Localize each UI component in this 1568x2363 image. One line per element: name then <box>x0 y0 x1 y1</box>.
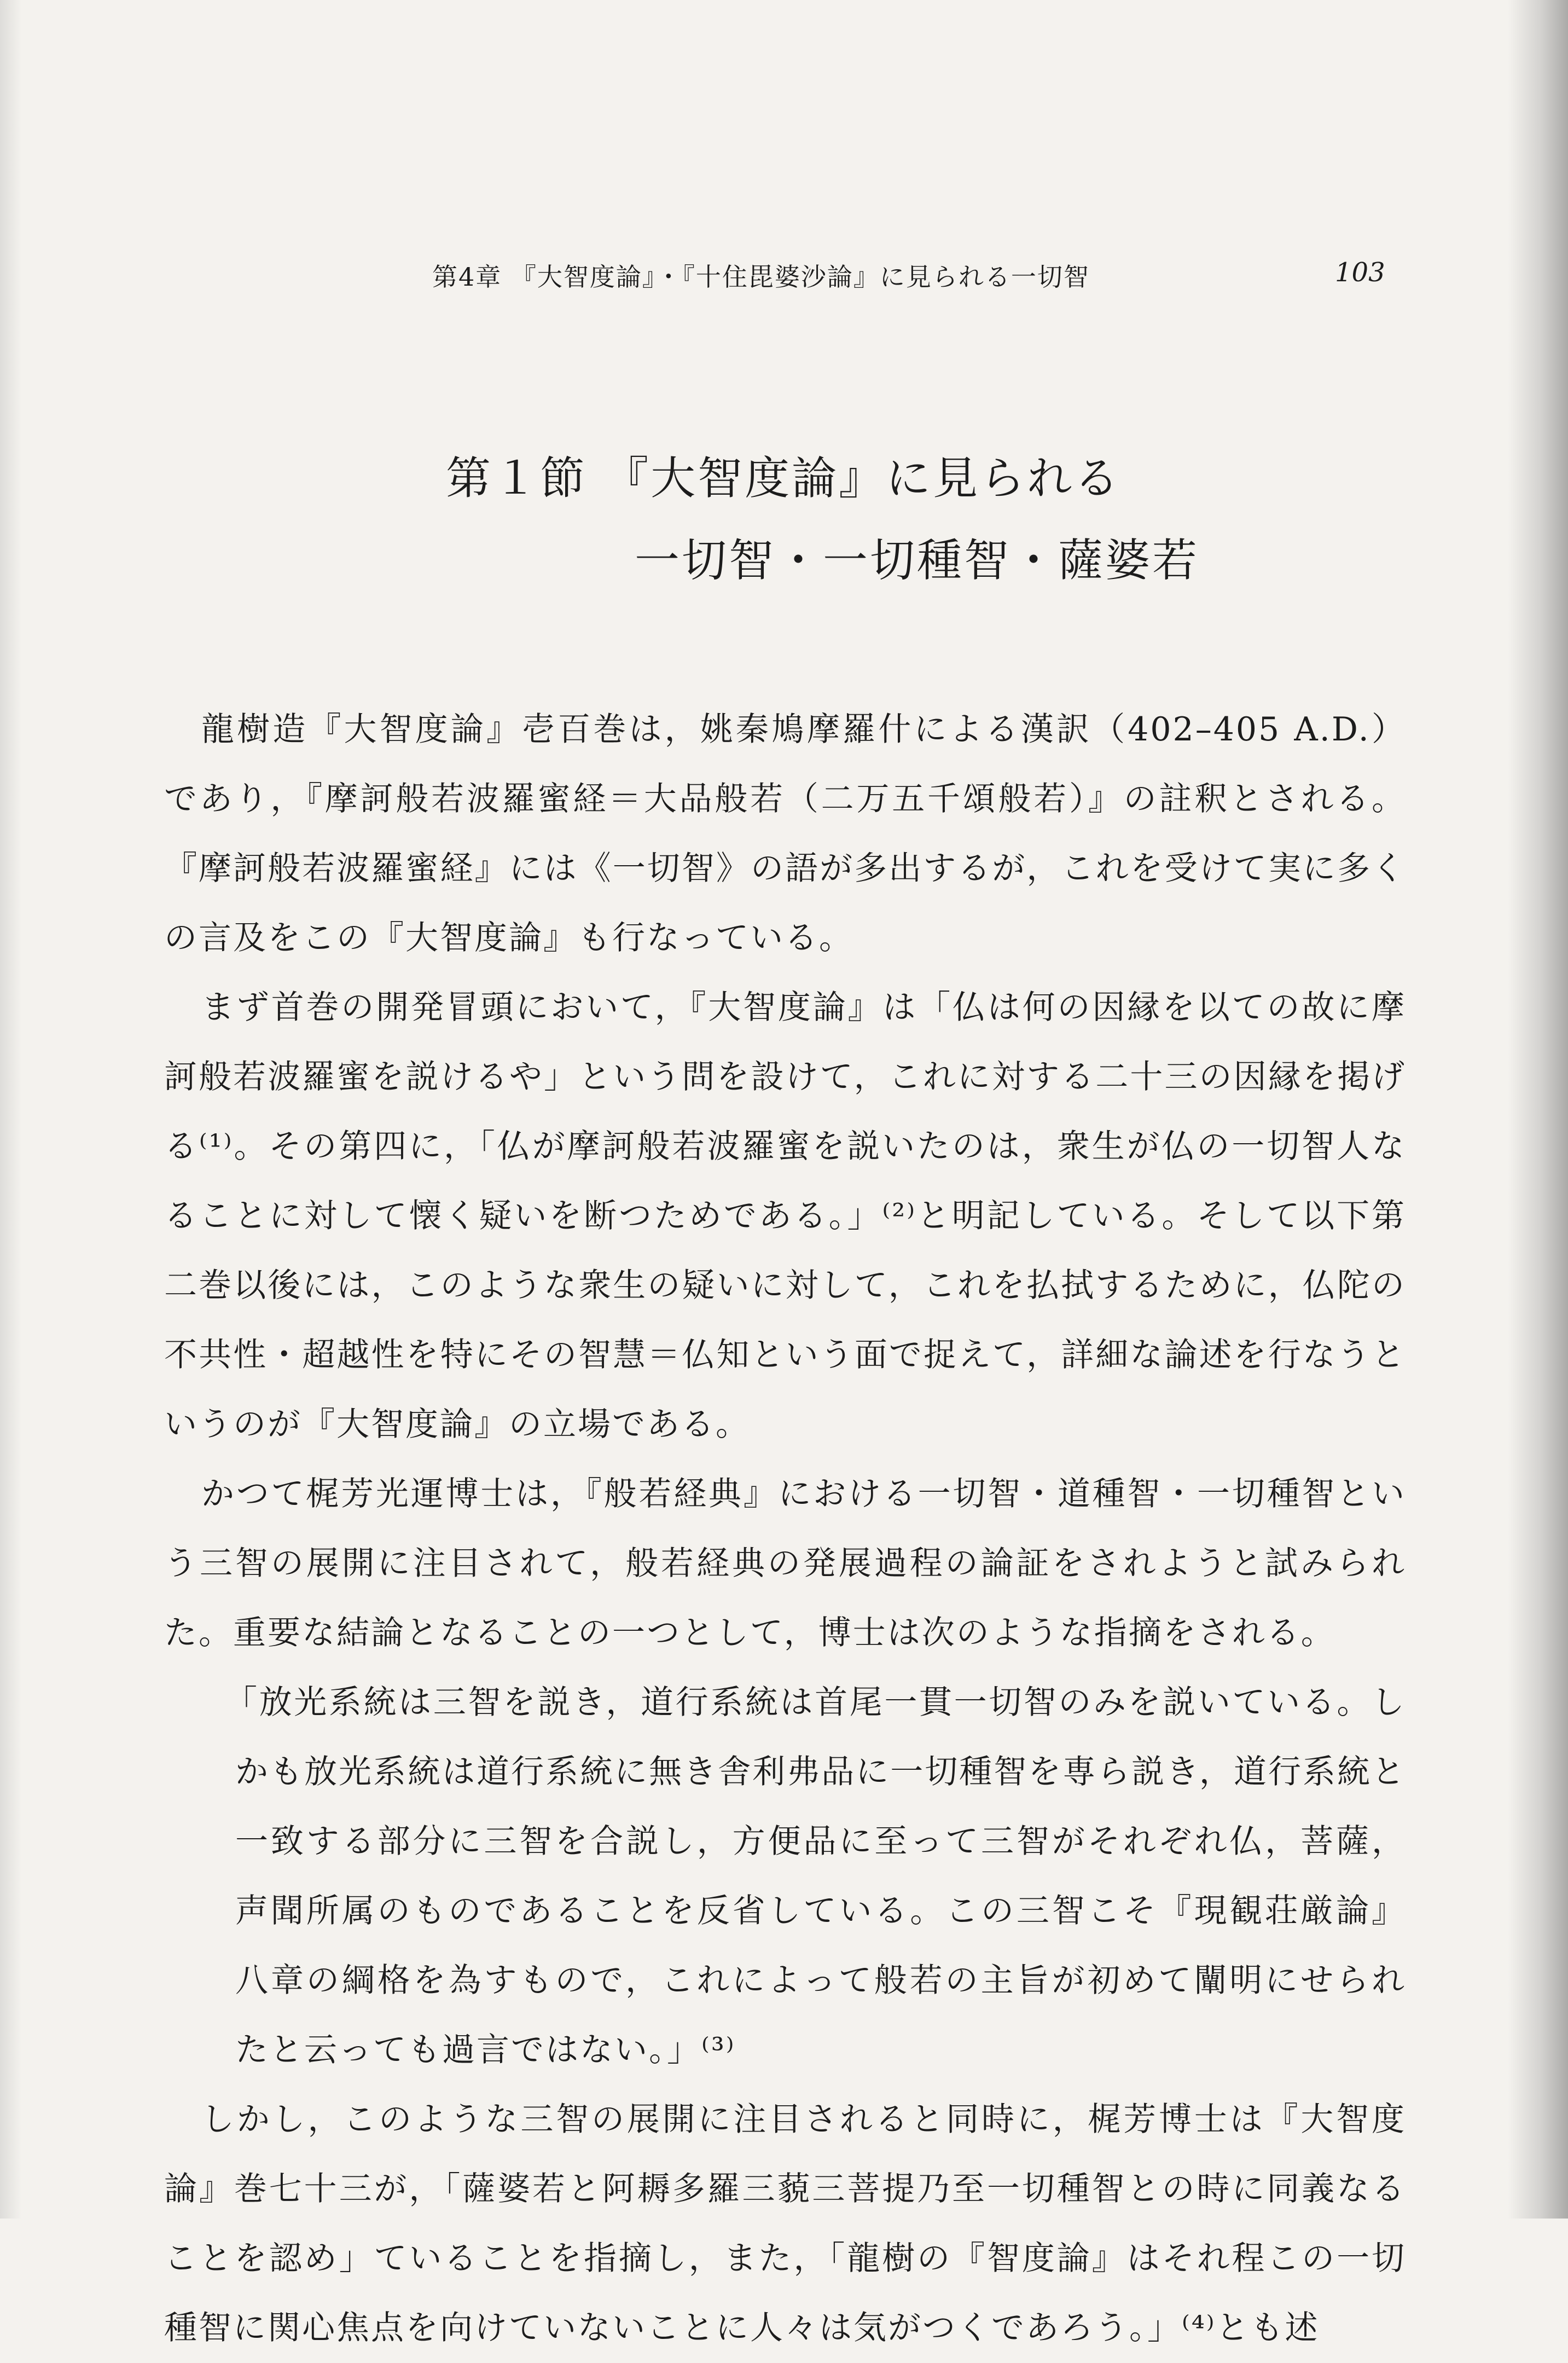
body-text <box>164 695 1406 2363</box>
scan-shadow-left <box>0 0 22 2219</box>
paragraph-4: しかし，このような三智の展開に注目されると同時に，梶芳博士は『大智度論』巻七十三が，「薩婆若と阿耨多羅三藐三菩提乃至一切種智との時に同義なることを認め」ていることを指摘し，また，「龍樹の『智度論』はそれ程この一切種智に関心焦点を向けていないことに人々は気がつくであろう。」⁽⁴⁾とも述 <box>164 2100 1406 2347</box>
scan-shadow-right <box>1508 0 1568 2219</box>
section-title-line-1: 第１節 『大智度論』に見られる <box>446 453 1122 505</box>
paragraph-2: まず首巻の開発冒頭において，『大智度論』は「仏は何の因縁を以ての故に摩訶般若波羅蜜を説けるや」という問を設けて，これに対する二十三の因縁を掲げる⁽¹⁾。その第四に，「仏が摩訶般若波羅蜜を説いたのは，衆生が仏の一切智人なることに対して懐く疑いを断つためである。」⁽²⁾と明記している。そして以下第二巻以後には，このような衆生の疑いに対して，これを払拭するために，仏陀の不共性・超越性を特にその智慧＝仏知という面で捉えて，詳細な論述を行なうというのが『大智度論』の立場である。 <box>164 988 1406 1444</box>
paragraph-3: かつて梶芳光運博士は，『般若経典』における一切智・道種智・一切種智という三智の展開に注目されて，般若経典の発展過程の論証をされようと試みられた。重要な結論となることの一つとして，博士は次のような指摘をされる。 <box>164 1475 1406 1652</box>
section-title <box>446 438 1199 602</box>
block-quote: 「放光系統は三智を説き，道行系統は首尾一貫一切智のみを説いている。しかも放光系統は道行系統に無き舎利弗品に一切種智を専ら説き，道行系統と一致する部分に三智を合説し，方便品に至って三智がそれぞれ仏，菩薩，声聞所属のものであることを反省している。この三智こそ『現観荘厳論』八章の綱格を為すもので，これによって般若の主旨が初めて闡明にせられたと云っても過言ではない。」⁽³⁾ <box>224 1683 1406 2069</box>
page-number: 103 <box>1335 257 1385 288</box>
section-title-line-2: 一切智・一切種智・薩婆若 <box>635 535 1200 587</box>
paragraph-1: 龍樹造『大智度論』壱百巻は，姚秦鳩摩羅什による漢訳（402–405 A.D.）であり，『摩訶般若波羅蜜経＝大品般若（二万五千頌般若）』の註釈とされる。『摩訶般若波羅蜜経』には《一切智》の語が多出するが，これを受けて実に多くの言及をこの『大智度論』も行なっている。 <box>164 710 1406 957</box>
running-head: 第4章 『大智度論』・『十住毘婆沙論』に見られる一切智 <box>432 262 1090 292</box>
